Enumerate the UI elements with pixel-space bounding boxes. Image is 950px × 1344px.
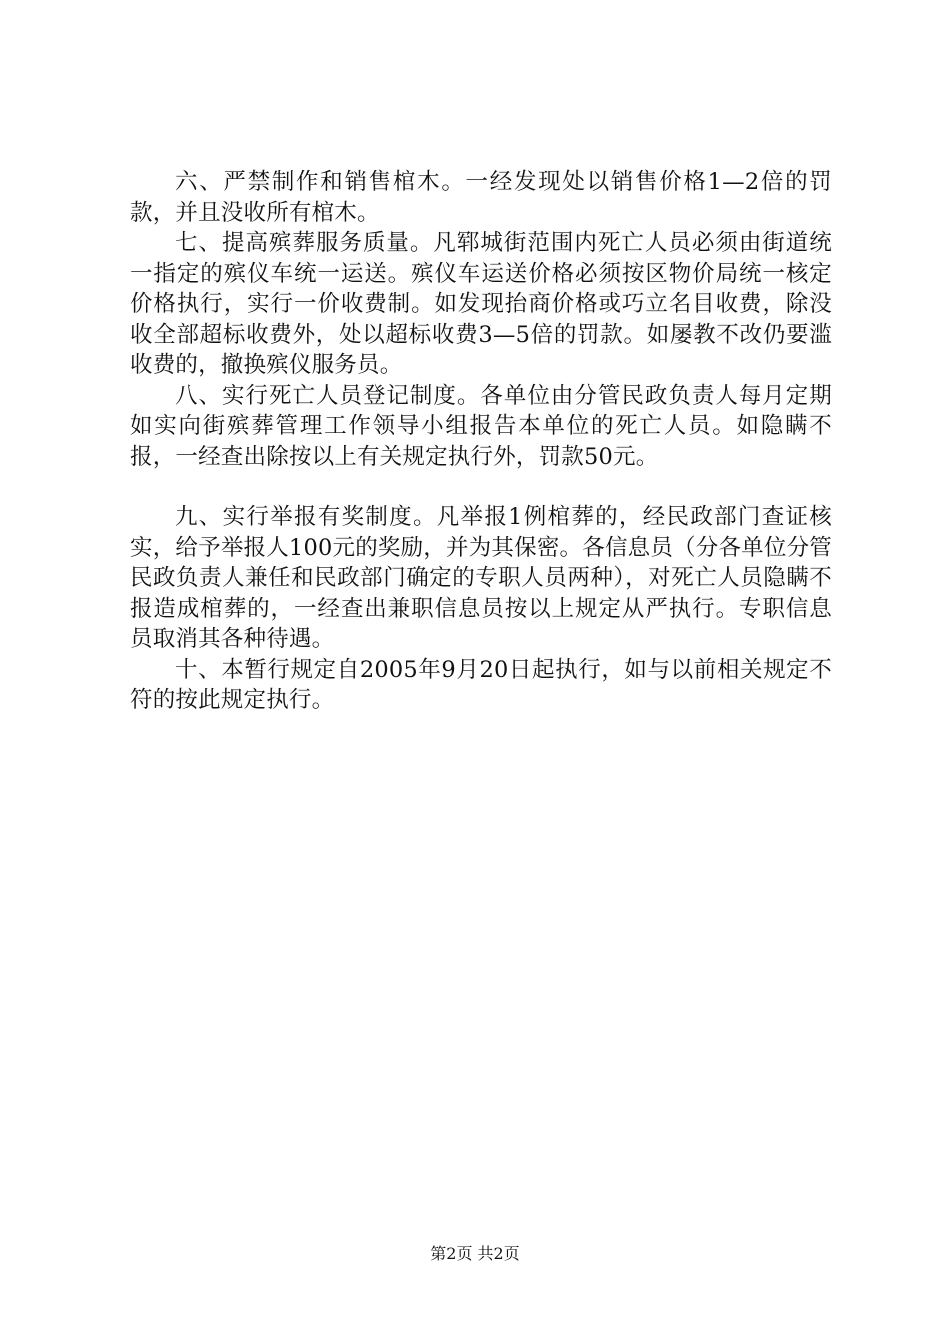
paragraph-9: 九、实行举报有奖制度。凡举报1例棺葬的，经民政部门查证核实，给予举报人100元的奖励，并为其保密。各信息员（分各单位分管民政负责人兼任和民政部门确定的专职人员两种），对死亡人员隐瞒不报造成棺葬的，一经查出兼职信息员按以上规定从严执行。专职信息员取消其各种待遇。 [130, 504, 832, 652]
document-body [130, 167, 832, 716]
page-footer: 第2页 共2页 [430, 1244, 520, 1263]
paragraph-8: 八、实行死亡人员登记制度。各单位由分管民政负责人每月定期如实向街殡葬管理工作领导小组报告本单位的死亡人员。如隐瞒不报，一经查出除按以上有关规定执行外，罚款50元。 [130, 382, 832, 470]
paragraph-7: 七、提高殡葬服务质量。凡郓城街范围内死亡人员必须由街道统一指定的殡仪车统一运送。殡仪车运送价格必须按区物价局统一核定价格执行，实行一价收费制。如发现抬商价格或巧立名目收费，除没收全部超标收费外，处以超标收费3—5倍的罚款。如屡教不改仍要滥收费的，撤换殡仪服务员。 [130, 230, 832, 378]
paragraph-6: 六、严禁制作和销售棺木。一经发现处以销售价格1—2倍的罚款，并且没收所有棺木。 [130, 169, 832, 226]
paragraph-spacer [130, 472, 832, 502]
paragraph-10: 十、本暂行规定自2005年9月20日起执行，如与以前相关规定不符的按此规定执行。 [130, 656, 832, 713]
